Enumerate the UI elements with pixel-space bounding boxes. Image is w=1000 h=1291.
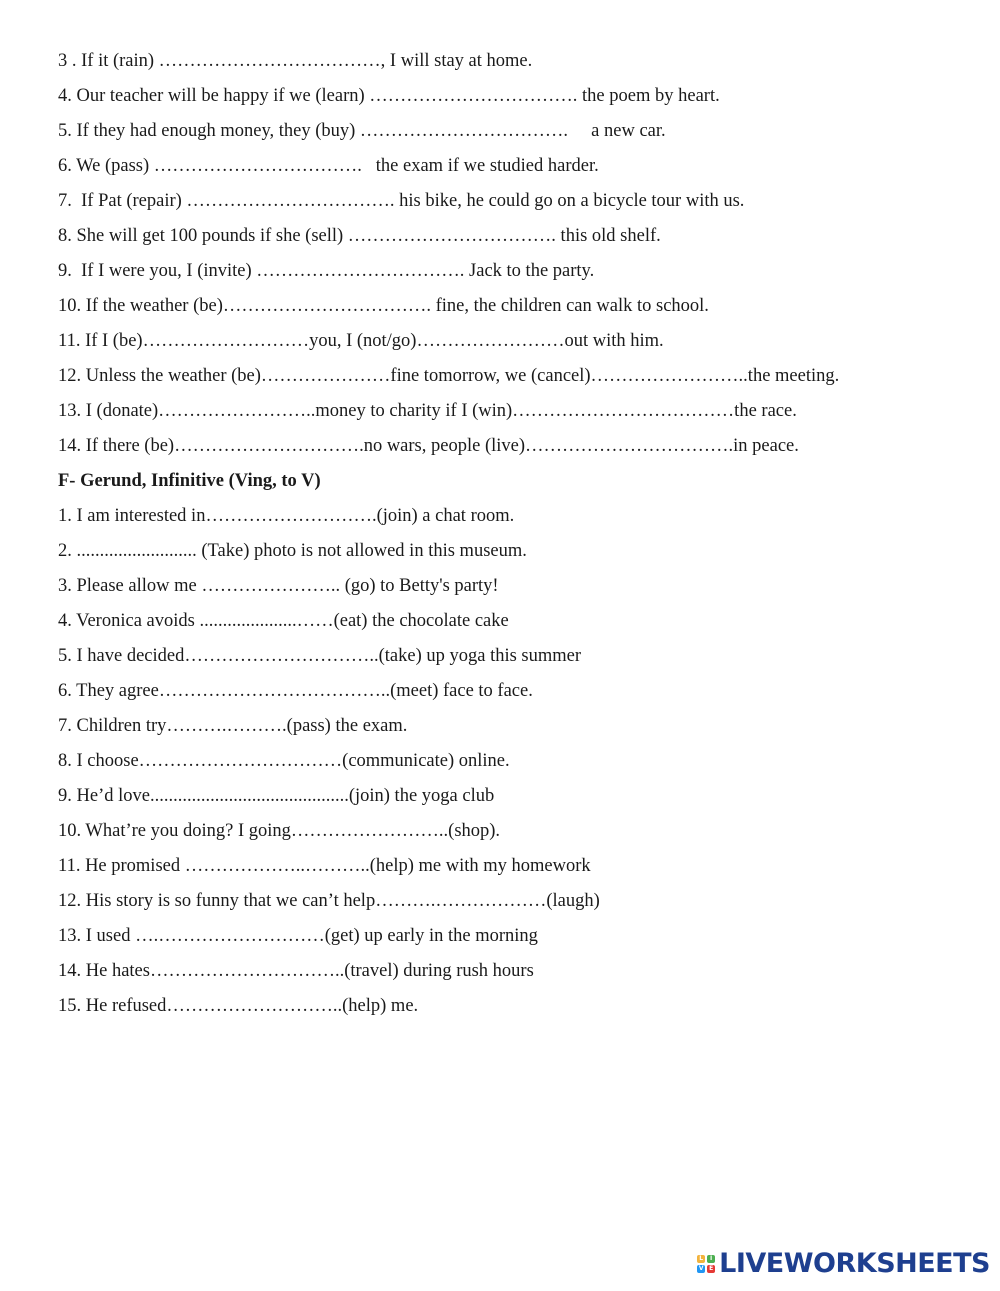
section-f-heading: F- Gerund, Infinitive (Ving, to V) bbox=[58, 471, 321, 491]
exercise-item: 5. If they had enough money, they (buy) ……………………………. a new car. bbox=[58, 121, 666, 141]
exercise-item: 3 . If it (rain) ………………………………, I will stay at home. bbox=[58, 51, 533, 71]
exercise-item: 10. If the weather (be)……………………………. fine, the children can walk to school. bbox=[58, 296, 709, 316]
liveworksheets-logo[interactable] bbox=[697, 1249, 990, 1279]
exercise-item: 4. Veronica avoids .....................……(eat) the chocolate cake bbox=[58, 611, 509, 631]
exercise-item: 11. He promised ………………..………..(help) me with my homework bbox=[58, 856, 591, 876]
logo-mark-icon bbox=[697, 1249, 715, 1279]
exercise-item: 14. If there (be)………………………….no wars, people (live)…………………………….in peace. bbox=[58, 436, 799, 456]
logo-mark-tile: V bbox=[698, 1265, 704, 1272]
logo-text: LIVEWORKSHEETS bbox=[719, 1248, 990, 1279]
exercise-item: 13. I (donate)……………………..money to charity if I (win)………………………………the race. bbox=[58, 401, 797, 421]
exercise-item: 11. If I (be)………………………you, I (not/go)……………………out with him. bbox=[58, 331, 664, 351]
exercise-item: 8. I choose……………………………(communicate) online. bbox=[58, 751, 510, 771]
logo-mark-tile: I bbox=[707, 1255, 715, 1263]
logo-mark-tile: L bbox=[697, 1255, 705, 1263]
exercise-item: 9. If I were you, I (invite) ……………………………. Jack to the party. bbox=[58, 261, 595, 281]
exercise-item: 7. If Pat (repair) ……………………………. his bike, he could go on a bicycle tour with us. bbox=[58, 191, 745, 211]
exercise-item: 5. I have decided…………………………..(take) up yoga this summer bbox=[58, 646, 582, 666]
exercise-item: 7. Children try……….……….(pass) the exam. bbox=[58, 716, 408, 736]
exercise-item: 10. What’re you doing? I going……………………..(shop). bbox=[58, 821, 501, 841]
worksheet bbox=[58, 44, 958, 1024]
section-f-list bbox=[58, 499, 958, 1024]
section-e-list bbox=[58, 44, 958, 464]
exercise-item: 13. I used ….………………………(get) up early in the morning bbox=[58, 926, 538, 946]
exercise-item: 4. Our teacher will be happy if we (learn) ……………………………. the poem by heart. bbox=[58, 86, 720, 106]
exercise-item: 12. His story is so funny that we can’t help……….………………(laugh) bbox=[58, 891, 600, 911]
exercise-item: 8. She will get 100 pounds if she (sell) ……………………………. this old shelf. bbox=[58, 226, 661, 246]
exercise-item: 6. We (pass) ……………………………. the exam if we studied harder. bbox=[58, 156, 599, 176]
exercise-item: 9. He’d love...........................................(join) the yoga club bbox=[58, 786, 495, 806]
exercise-item: 3. Please allow me ………………….. (go) to Betty's party! bbox=[58, 576, 499, 596]
exercise-item: 14. He hates…………………………..(travel) during rush hours bbox=[58, 961, 534, 981]
exercise-item: 15. He refused………………………..(help) me. bbox=[58, 996, 419, 1016]
exercise-item: 12. Unless the weather (be)…………………fine tomorrow, we (cancel)……………………..the meeting. bbox=[58, 366, 840, 386]
exercise-item: 6. They agree………………………………..(meet) face to face. bbox=[58, 681, 533, 701]
logo-mark-tile: E bbox=[709, 1265, 714, 1272]
exercise-item: 1. I am interested in……………………….(join) a chat room. bbox=[58, 506, 515, 526]
exercise-item: 2. .......................... (Take) photo is not allowed in this museum. bbox=[58, 541, 527, 561]
